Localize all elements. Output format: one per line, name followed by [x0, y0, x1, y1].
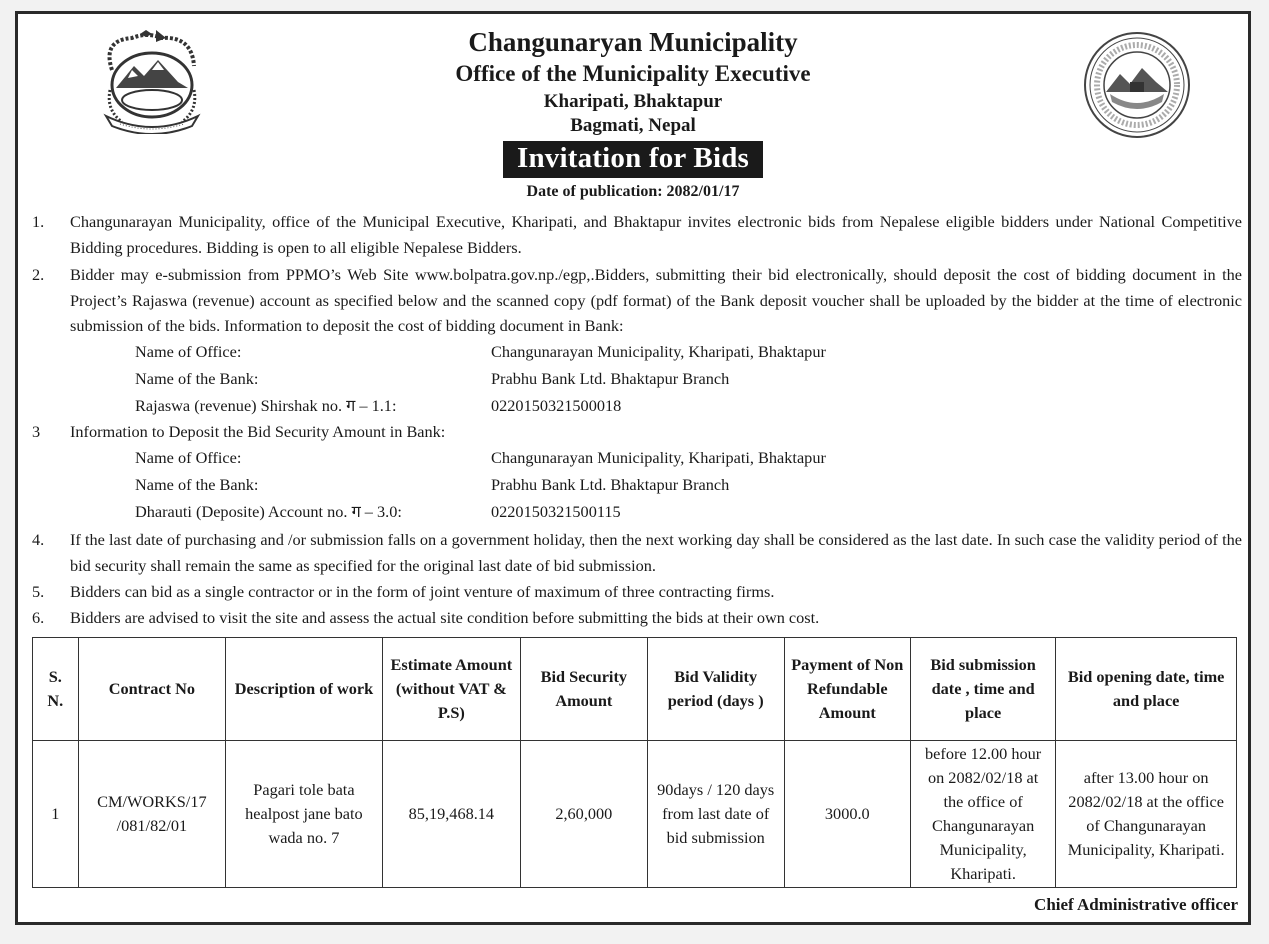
- cell-opening: after 13.00 hour on 2082/02/18 at the office of Changunarayan Municipality, Kharipati.: [1056, 741, 1237, 888]
- item-text: Bidder may e-submission from PPMO’s Web Site www.bolpatra.gov.np./egp,.Bidders, submitting their bid electronically, should deposit the cost of bidding document in the Project’s Rajaswa (revenue) account as specified below and the scanned copy (pdf format) of the Bank deposit voucher shall be uploaded by the bidder at the time of electronic submission of the bids. Information to deposit the cost of bidding document in Bank:: [70, 265, 1242, 335]
- item-number: 4.: [32, 530, 45, 549]
- address-line-2: Bagmati, Nepal: [570, 115, 696, 136]
- cell-bid-security: 2,60,000: [520, 741, 647, 888]
- header-contract-no: Contract No: [78, 638, 225, 741]
- cell-estimate-amount: 85,19,468.14: [382, 741, 520, 888]
- cell-contract-no: CM/WORKS/17 /081/82/01: [78, 741, 225, 888]
- header-sn: S. N.: [33, 638, 79, 741]
- header-opening: Bid opening date, time and place: [1056, 638, 1237, 741]
- item-number: 5.: [32, 582, 45, 601]
- publication-date: Date of publication: 2082/01/17: [526, 183, 740, 200]
- header-payment: Payment of Non Refundable Amount: [784, 638, 910, 741]
- item-text: Changunarayan Municipality, office of the Municipal Executive, Kharipati, and Bhaktapur invites electronic bids from Nepalese eligible bidders under National Competitive Bidding procedures. Bidding is open to all eligible Nepalese Bidders.: [70, 212, 1242, 257]
- item-number: 1.: [32, 212, 45, 231]
- cell-payment: 3000.0: [784, 741, 910, 888]
- item-number: 6.: [32, 608, 45, 627]
- header-bid-security: Bid Security Amount: [520, 638, 647, 741]
- notice-banner: Invitation for Bids: [503, 141, 763, 178]
- cell-description: Pagari tole bata healpost jane bato wada no. 7: [226, 741, 383, 888]
- table-header-row: [33, 638, 1237, 741]
- header-bid-validity: Bid Validity period (days ): [647, 638, 784, 741]
- item-number: 3: [32, 422, 41, 441]
- address-line-1: Kharipati, Bhaktapur: [543, 91, 723, 112]
- table-row: [33, 741, 1237, 888]
- cell-submission: before 12.00 hour on 2082/02/18 at the office of Changunarayan Municipality, Kharipati.: [910, 741, 1055, 888]
- header-estimate-amount: Estimate Amount (without VAT & P.S): [382, 638, 520, 741]
- item-text: Information to Deposit the Bid Security Amount in Bank:: [70, 422, 446, 441]
- item-number: 2.: [32, 265, 45, 284]
- cell-bid-validity: 90days / 120 days from last date of bid submission: [647, 741, 784, 888]
- cell-sn: 1: [33, 741, 79, 888]
- signature: Chief Administrative officer: [1034, 895, 1238, 914]
- municipality-name: Changunaryan Municipality: [468, 27, 798, 57]
- item-text: If the last date of purchasing and /or submission falls on a government holiday, then the next working day shall be considered as the last date. In such case the validity period of the bid security shall remain the same as specified for the original last date of bid submission.: [70, 530, 1242, 575]
- office-name: Office of the Municipality Executive: [455, 61, 811, 86]
- header-submission: Bid submission date , time and place: [910, 638, 1055, 741]
- item-text: Bidders can bid as a single contractor or in the form of joint venture of maximum of three contracting firms.: [70, 582, 775, 601]
- item-text: Bidders are advised to visit the site and assess the actual site condition before submitting the bids at their own cost.: [70, 608, 820, 627]
- notice-page: Changunaryan Municipality Office of the Municipality Executive Kharipati, Bhaktapur Bagmati, Nepal Invitation for Bids Date of publication: 2082/01/17 1. Changunarayan Municipality, office of the Municipal Executive, Kharipati, and Bhaktapur invites electronic bids from Nepalese eligible bidders under National Competitive Bidding procedures. Bidding is open to all eligible Nepalese Bidders. 2. Bidder may e-submission from PPMO’s Web Site www.bolpatra.gov.np./egp,.Bidders, submitting their bid electronically, should deposit the cost of bidding document in the Project’s Rajaswa (revenue) account as specified below and the scanned copy (pdf format) of the Bank deposit voucher shall be uploaded by the bidder at the time of electronic submission of the bids. Information to deposit the cost of bidding document in Bank: Name of Office: Changunarayan Municipality, Kharipati, Bhaktapur Name of the Bank: Prabhu Bank Ltd. Bhaktapur Branch Rajaswa (revenue) Shirshak no. ग – 1.1: 0220150321500018 3 Information to Deposit the Bid Security Amount in Bank: Name of Office: Changunarayan Municipality, Kharipati, Bhaktapur Name of the Bank: Prabhu Bank Ltd. Bhaktapur Branch Dharauti (Deposite) Account no. ग – 3.0: 0220150321500115 4. If the last date of purchasing and /or submission falls on a government holiday, then the next working day shall be considered as the last date. In such case the validity period of the bid security shall remain the same as specified for the original last date of bid submission. 5. Bidders can bid as a single contractor or in the form of joint venture of maximum of three contracting firms. 6. Bidders are advised to visit the site and assess the actual site condition before submitting the bids at their own cost. S. N. Contract No Description of work Estimate Amount (without VAT & P.S) Bid Security Amount Bid Validity period (days ) Payment of Non Refundable Amount Bid submission date , time and place Bid opening date, time and place 1 CM/WORKS/17 /081/82/01 Pagari tole bata healpost jane bato wada no. 7 85,19,468.14 2,60,000 90days / 120 days from last date of bid submission 3000.0 before 12.00 hour on 2082/02/18 at the office of Changunarayan Municipality, Kharipati. after 13.00 hour on 2082/02/18 at the office of Changunarayan Municipality, Kharipati. Chief Administrative officer: [15, 11, 1251, 925]
- bids-table: [32, 637, 1237, 888]
- header-description: Description of work: [226, 638, 383, 741]
